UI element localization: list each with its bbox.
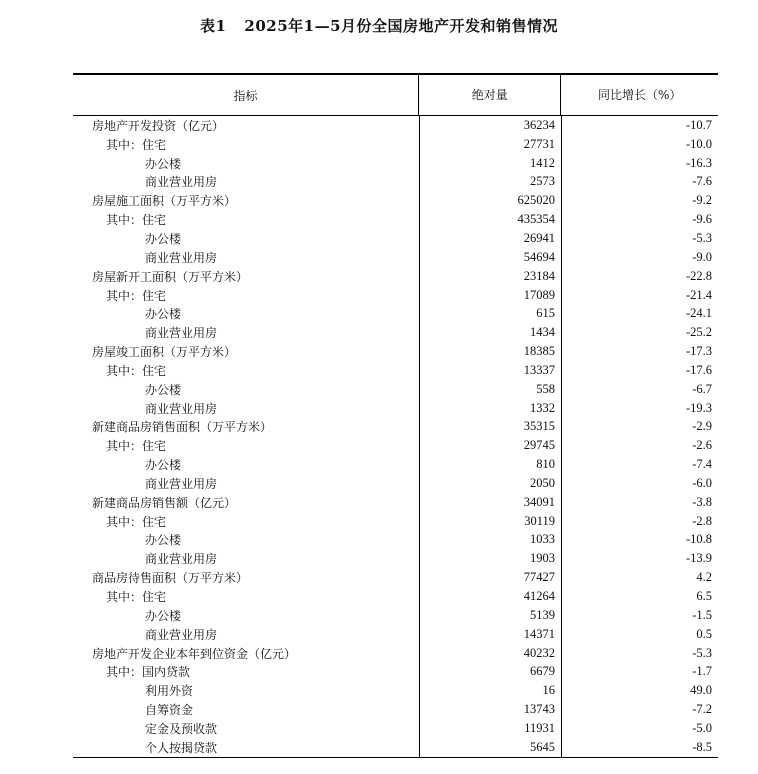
table-row: [73, 568, 718, 587]
column-divider: [561, 116, 562, 757]
column-divider: [419, 116, 420, 757]
row-yoy-growth: 0.5: [696, 626, 712, 641]
table-row: [73, 493, 718, 512]
row-absolute-value: 1332: [530, 400, 555, 415]
table-row: [73, 135, 718, 154]
row-yoy-growth: -21.4: [685, 287, 712, 302]
row-absolute-value: 14371: [523, 626, 555, 641]
row-label: 其中：住宅: [106, 363, 167, 378]
table-row: [73, 154, 718, 173]
table-header: [73, 73, 718, 116]
table-title: [0, 15, 758, 36]
row-yoy-growth: -5.3: [692, 230, 712, 245]
table-row: [73, 606, 718, 625]
row-absolute-value: 11931: [524, 720, 555, 735]
row-label: 办公楼: [145, 231, 182, 246]
table-row: [73, 587, 718, 606]
row-yoy-growth: -10.8: [685, 532, 712, 547]
table-row: [73, 512, 718, 531]
row-yoy-growth: -16.3: [685, 155, 712, 170]
row-absolute-value: 29745: [523, 438, 555, 453]
row-yoy-growth: -3.8: [692, 494, 712, 509]
row-label: 其中：住宅: [106, 137, 167, 152]
row-label: 新建商品房销售面积（万平方米）: [92, 420, 273, 435]
row-label: 房屋施工面积（万平方米）: [92, 194, 237, 209]
row-label: 其中：住宅: [106, 213, 167, 228]
row-absolute-value: 40232: [523, 645, 555, 660]
row-yoy-growth: -8.5: [692, 739, 712, 754]
row-label: 其中：住宅: [106, 288, 167, 303]
table-row: [73, 644, 718, 663]
row-absolute-value: 16: [542, 683, 555, 698]
row-absolute-value: 2573: [530, 174, 555, 189]
row-label: 商业营业用房: [145, 552, 218, 567]
header-yoy: 同比增长（%）: [560, 75, 718, 115]
row-label: 商业营业用房: [145, 627, 218, 642]
row-yoy-growth: -7.6: [692, 174, 712, 189]
row-label: 商业营业用房: [145, 326, 218, 341]
row-absolute-value: 54694: [523, 249, 555, 264]
row-absolute-value: 625020: [517, 193, 555, 208]
header-absolute: 绝对量: [418, 75, 561, 115]
row-yoy-growth: 4.2: [696, 570, 712, 585]
table-row: [73, 549, 718, 568]
table-row: [73, 116, 718, 135]
row-label: 个人按揭贷款: [145, 740, 218, 755]
row-label: 办公楼: [145, 458, 182, 473]
row-absolute-value: 41264: [523, 589, 555, 604]
row-label: 利用外资: [145, 684, 194, 699]
row-absolute-value: 27731: [523, 136, 555, 151]
table-row: [73, 399, 718, 418]
row-yoy-growth: -2.8: [692, 513, 712, 528]
row-yoy-growth: -10.7: [685, 117, 712, 132]
table-row: [73, 361, 718, 380]
row-yoy-growth: -24.1: [685, 306, 712, 321]
row-label: 商业营业用房: [145, 175, 218, 190]
row-label: 商品房待售面积（万平方米）: [92, 571, 249, 586]
row-yoy-growth: -10.0: [685, 136, 712, 151]
row-label: 定金及预收款: [145, 721, 218, 736]
row-yoy-growth: -17.3: [685, 344, 712, 359]
row-label: 商业营业用房: [145, 250, 218, 265]
row-absolute-value: 30119: [524, 513, 555, 528]
table-row: [73, 436, 718, 455]
row-absolute-value: 36234: [523, 117, 555, 132]
row-yoy-growth: -2.9: [692, 419, 712, 434]
row-label: 商业营业用房: [145, 401, 218, 416]
row-label: 其中：国内贷款: [106, 665, 191, 680]
row-yoy-growth: -6.0: [692, 475, 712, 490]
row-label: 房地产开发投资（亿元）: [92, 118, 225, 133]
row-absolute-value: 34091: [523, 494, 555, 509]
row-yoy-growth: -17.6: [685, 362, 712, 377]
row-yoy-growth: -1.5: [692, 607, 712, 622]
row-absolute-value: 1033: [530, 532, 555, 547]
row-label: 自筹资金: [145, 703, 194, 718]
table-row: [73, 474, 718, 493]
table-row: [73, 531, 718, 550]
row-label: 房地产开发企业本年到位资金（亿元）: [92, 646, 297, 661]
row-absolute-value: 810: [536, 457, 555, 472]
table-row: [73, 267, 718, 286]
table-row: [73, 323, 718, 342]
table-row: [73, 719, 718, 738]
row-label: 其中：住宅: [106, 590, 167, 605]
header-indicator: 指标: [233, 88, 258, 103]
row-label: 新建商品房销售额（亿元）: [92, 495, 237, 510]
table-row: [73, 342, 718, 361]
data-table: [73, 73, 718, 758]
row-absolute-value: 18385: [523, 344, 555, 359]
table-row: [73, 625, 718, 644]
row-label: 办公楼: [145, 533, 182, 548]
table-row: [73, 286, 718, 305]
row-label: 办公楼: [145, 608, 182, 623]
row-absolute-value: 558: [536, 381, 555, 396]
row-label: 房屋新开工面积（万平方米）: [92, 269, 249, 284]
row-absolute-value: 6679: [530, 664, 555, 679]
row-yoy-growth: -7.2: [692, 702, 712, 717]
table-row: [73, 662, 718, 681]
row-absolute-value: 435354: [517, 212, 555, 227]
row-yoy-growth: -19.3: [685, 400, 712, 415]
table-row: [73, 418, 718, 437]
table-row: [73, 304, 718, 323]
row-yoy-growth: -22.8: [685, 268, 712, 283]
row-yoy-growth: -5.0: [692, 720, 712, 735]
row-label: 办公楼: [145, 156, 182, 171]
row-absolute-value: 23184: [523, 268, 555, 283]
row-absolute-value: 1903: [530, 551, 555, 566]
row-yoy-growth: -25.2: [685, 325, 712, 340]
row-yoy-growth: -5.3: [692, 645, 712, 660]
table-row: [73, 380, 718, 399]
row-yoy-growth: -9.6: [692, 212, 712, 227]
row-label: 其中：住宅: [106, 514, 167, 529]
table-row: [73, 681, 718, 700]
table-row: [73, 738, 718, 757]
row-label: 办公楼: [145, 382, 182, 397]
row-yoy-growth: -1.7: [692, 664, 712, 679]
table-row: [73, 455, 718, 474]
table-row: [73, 210, 718, 229]
row-yoy-growth: -9.2: [692, 193, 712, 208]
table-row: [73, 191, 718, 210]
table-row: [73, 248, 718, 267]
row-absolute-value: 13337: [523, 362, 555, 377]
row-label: 商业营业用房: [145, 476, 218, 491]
row-yoy-growth: -13.9: [685, 551, 712, 566]
table-title-text: 2025年1—5月份全国房地产开发和销售情况: [244, 17, 559, 35]
row-yoy-growth: -7.4: [692, 457, 712, 472]
row-absolute-value: 13743: [523, 702, 555, 717]
table-row: [73, 173, 718, 192]
row-absolute-value: 615: [536, 306, 555, 321]
row-absolute-value: 2050: [530, 475, 555, 490]
row-yoy-growth: -6.7: [692, 381, 712, 396]
row-yoy-growth: -9.0: [692, 249, 712, 264]
table-number: 表1: [199, 17, 227, 35]
row-absolute-value: 1412: [530, 155, 555, 170]
row-absolute-value: 35315: [523, 419, 555, 434]
table-row: [73, 700, 718, 719]
row-yoy-growth: -2.6: [692, 438, 712, 453]
row-yoy-growth: 49.0: [690, 683, 712, 698]
table-body: [73, 116, 718, 758]
row-yoy-growth: 6.5: [696, 589, 712, 604]
row-absolute-value: 26941: [523, 230, 555, 245]
row-absolute-value: 1434: [530, 325, 555, 340]
row-label: 房屋竣工面积（万平方米）: [92, 345, 237, 360]
row-absolute-value: 5645: [530, 739, 555, 754]
row-label: 办公楼: [145, 307, 182, 322]
row-label: 其中：住宅: [106, 439, 167, 454]
row-absolute-value: 77427: [523, 570, 555, 585]
table-row: [73, 229, 718, 248]
row-absolute-value: 17089: [523, 287, 555, 302]
row-absolute-value: 5139: [530, 607, 555, 622]
